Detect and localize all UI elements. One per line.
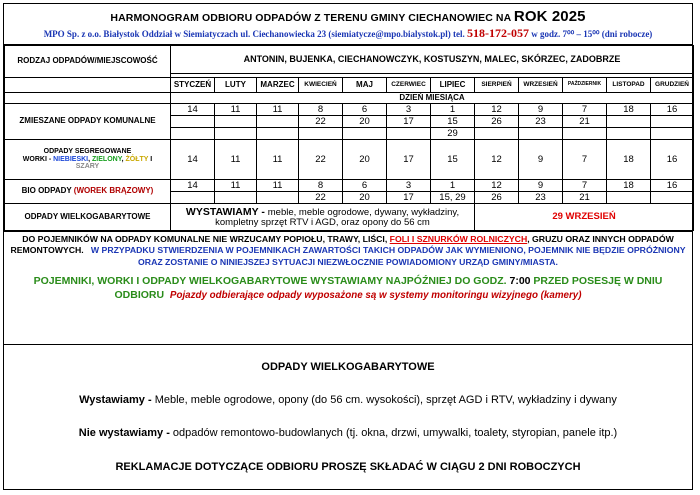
table-cell: 7 [563, 140, 607, 180]
bulky-lead: WYSTAWIAMY - [185, 205, 268, 218]
notes [4, 231, 692, 302]
table-cell: 7 [563, 104, 607, 116]
bags-suffix: I [148, 155, 153, 163]
notice-warning: W PRZYPADKU STWIERDZENIA W POJEMNIKACH ZAWARTOŚCI TAKICH ODPADÓW JAK WYMIENIONO, POJEMNIK NIE BĘDZIE OPRÓŻNIONY ORAZ ZOSTANIE O NINIEJSZEJ SYTUACJI NIEZWŁOCZNIE POWIADOMIONY URZĄD GMINY/MIASTA. [90, 245, 686, 267]
bulky-row [5, 204, 694, 231]
header [4, 8, 692, 45]
notice-restrictions [10, 234, 686, 268]
table-cell: 15 [431, 116, 475, 128]
month-header: SIERPIEŃ [475, 78, 519, 93]
table-cell: 23 [519, 116, 563, 128]
table-cell: 11 [257, 140, 299, 180]
rejected-lead: Nie wystawiamy - [78, 427, 173, 439]
month-header: MARZEC [257, 78, 299, 93]
phone-number: 518-172-057 [467, 26, 530, 40]
monitoring-note: Pojazdy odbierające odpady wyposażone są w systemy monitoringu wizyjnego (kamery) [169, 290, 582, 302]
table-cell: 12 [475, 140, 519, 180]
segregated-title: ODPADY SEGREGOWANE [43, 148, 132, 156]
bulky-accepted [4, 394, 692, 406]
table-cell: 22 [299, 192, 343, 204]
bulky-rejected [4, 427, 692, 439]
table-cell: 11 [215, 104, 257, 116]
table-cell [607, 192, 651, 204]
table-cell: 12 [475, 180, 519, 192]
table-cell: 12 [475, 104, 519, 116]
segregated-row [5, 140, 694, 180]
table-cell [651, 116, 694, 128]
notice-deadline [10, 274, 686, 302]
table-cell: 11 [257, 180, 299, 192]
month-header: WRZESIEŃ [519, 78, 563, 93]
page-title [4, 8, 692, 25]
table-cell: 22 [299, 116, 343, 128]
table-cell: 17 [387, 140, 431, 180]
month-header: LISTOPAD [607, 78, 651, 93]
table-cell [171, 116, 215, 128]
segregated-label: ODPADY SEGREGOWANE WORKI - NIEBIESKI, ZIELONY, ŻÓŁTY I SZARY [5, 140, 171, 180]
rejected-text: odpadów remontowo-budowlanych (tj. okna, drzwi, umywalki, toalety, styropian, panele itp.) [172, 427, 618, 439]
localities: ANTONIN, BUJENKA, CIECHANOWCZYK, KOSTUSZYN, MALEC, SKÓRZEC, ZADOBRZE [171, 46, 694, 74]
bags-prefix: WORKI - [22, 155, 54, 163]
deadline-text-2: PRZED POSESJĘ W DNIU ODBIORU [114, 274, 663, 302]
table-cell [563, 128, 607, 140]
bulky-info-box [4, 344, 692, 489]
table-cell [215, 128, 257, 140]
bag-blue: NIEBIESKI [53, 155, 89, 163]
bulky-text: meble, meble ogrodowe, dywany, wykładziny, kompletny sprzęt RTV i AGD, oraz opony do 56 cm [215, 206, 460, 228]
schedule-table [4, 45, 694, 231]
table-cell [171, 192, 215, 204]
table-cell [257, 116, 299, 128]
table-cell: 3 [387, 104, 431, 116]
table-cell: 22 [299, 140, 343, 180]
table-cell: 8 [299, 104, 343, 116]
table-cell [387, 128, 431, 140]
notice-foil: FOLI I SZNURKÓW ROLNICZYCH [389, 234, 528, 244]
table-cell: 26 [475, 192, 519, 204]
bulky-description [171, 204, 475, 231]
bag-yellow: ŻÓŁTY [125, 155, 149, 163]
deadline-text: POJEMNIKI, WORKI I ODPADY WIELKOGABARYTOWE WYSTAWIAMY NAJPÓŹNIEJ DO GODZ. [33, 274, 510, 287]
table-cell [651, 192, 694, 204]
table-cell: 18 [607, 140, 651, 180]
table-cell: 14 [171, 140, 215, 180]
table-cell: 17 [387, 116, 431, 128]
month-header: LIPIEC [431, 78, 475, 93]
table-cell: 18 [607, 180, 651, 192]
table-cell [651, 128, 694, 140]
month-header: LUTY [215, 78, 257, 93]
schedule-sheet [3, 3, 693, 490]
bio-label-prefix: BIO ODPADY [21, 186, 74, 196]
contact-line [4, 26, 692, 41]
table-cell: 15, 29 [431, 192, 475, 204]
table-cell: 20 [343, 140, 387, 180]
table-cell: 17 [387, 192, 431, 204]
table-cell: 26 [475, 116, 519, 128]
table-cell [475, 128, 519, 140]
office-hours: w godz. 7⁰⁰ – 15⁰⁰ (dni robocze) [529, 29, 653, 39]
table-cell: 18 [607, 104, 651, 116]
table-cell: 11 [257, 104, 299, 116]
table-cell: 6 [343, 104, 387, 116]
table-cell [607, 116, 651, 128]
month-header: KWIECIEŃ [299, 78, 343, 93]
table-cell: 14 [171, 104, 215, 116]
table-cell: 1 [431, 104, 475, 116]
table-cell: 21 [563, 192, 607, 204]
mixed-label: ZMIESZANE ODPADY KOMUNALNE [5, 104, 171, 140]
bag-green: ZIELONY [92, 155, 122, 163]
table-cell: 7 [563, 180, 607, 192]
accepted-text: Meble, meble ogrodowe, opony (do 56 cm. wysokości), sprzęt AGD i RTV, wykładziny i dywany [154, 394, 617, 406]
table-cell: 9 [519, 180, 563, 192]
table-cell [257, 192, 299, 204]
bag-gray: SZARY [75, 163, 100, 171]
table-cell [215, 192, 257, 204]
month-header: STYCZEŃ [171, 78, 215, 93]
notice-part: , GRUZU ORAZ INNYCH ODPADÓW REMONTOWYCH. [10, 234, 674, 256]
table-cell: 16 [651, 180, 694, 192]
table-cell [299, 128, 343, 140]
bulky-info-title: ODPADY WIELKOGABARYTOWE [261, 361, 435, 373]
table-cell: 21 [563, 116, 607, 128]
table-cell: 14 [171, 180, 215, 192]
complaints-note: REKLAMACJE DOTYCZĄCE ODBIORU PROSZĘ SKŁADAĆ W CIĄGU 2 DNI ROBOCZYCH [115, 461, 581, 473]
table-cell: 29 [431, 128, 475, 140]
title-year: ROK 2025 [513, 8, 586, 25]
table-cell [607, 128, 651, 140]
table-cell: 3 [387, 180, 431, 192]
bulky-label: ODPADY WIELKOGABARYTOWE [5, 204, 171, 231]
corner-label: RODZAJ ODPADÓW/MIEJSCOWOŚĆ [5, 46, 171, 78]
table-cell: 16 [651, 140, 694, 180]
contact-prefix: MPO Sp. z o.o. Białystok Oddział w Siemiatyczach ul. Ciechanowiecka 23 (siemiatycze@mpo.bialystok.pl) tel. [43, 29, 468, 39]
table-cell [171, 128, 215, 140]
table-cell: 20 [343, 116, 387, 128]
table-cell: 15 [431, 140, 475, 180]
mixed-row-1 [5, 104, 694, 116]
table-cell: 16 [651, 104, 694, 116]
table-cell [215, 116, 257, 128]
table-cell [343, 128, 387, 140]
month-header-row [5, 78, 694, 93]
table-cell [257, 128, 299, 140]
month-header: CZERWIEC [387, 78, 431, 93]
table-cell: 8 [299, 180, 343, 192]
bulky-date: 29 WRZESIEŃ [475, 204, 694, 231]
table-cell: 9 [519, 104, 563, 116]
table-cell: 20 [343, 192, 387, 204]
title-main: HARMONOGRAM ODBIORU ODPADÓW Z TERENU GMINY CIECHANOWIEC NA [110, 12, 514, 24]
table-cell: 23 [519, 192, 563, 204]
table-cell: 11 [215, 180, 257, 192]
table-cell [519, 128, 563, 140]
bio-bag-color: (WOREK BRĄZOWY) [73, 186, 154, 196]
table-cell: 6 [343, 180, 387, 192]
table-cell: 9 [519, 140, 563, 180]
table-cell: 11 [215, 140, 257, 180]
month-header: GRUDZIEŃ [651, 78, 694, 93]
notice-part: DO POJEMNIKÓW NA ODPADY KOMUNALNE NIE WRZUCAMY POPIOŁU, TRAWY, LIŚCI, [22, 234, 390, 244]
month-header: MAJ [343, 78, 387, 93]
deadline-time: 7:00 [509, 274, 531, 287]
bio-row-1 [5, 180, 694, 192]
bio-label [5, 180, 171, 204]
month-header: PAŹDZIERNIK [563, 78, 607, 93]
accepted-lead: Wystawiamy - [79, 394, 155, 406]
table-cell: 1 [431, 180, 475, 192]
day-label: DZIEŃ MIESIĄCA [171, 93, 694, 104]
